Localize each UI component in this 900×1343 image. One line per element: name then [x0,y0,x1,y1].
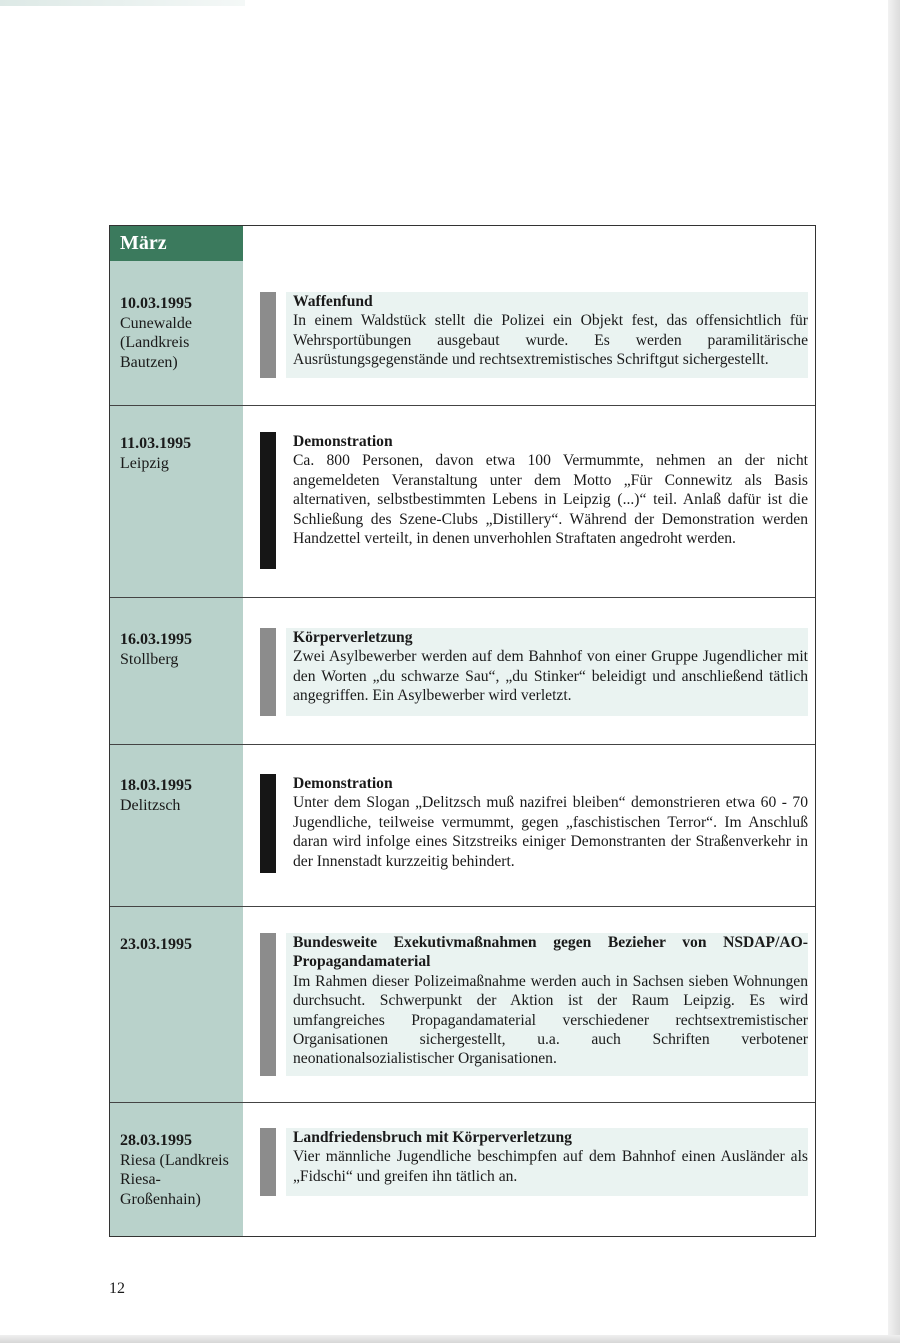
entry-title: Demonstration [293,775,393,792]
entry-date: 23.03.1995 [120,936,192,953]
entry-date-place [120,434,240,473]
entry-title: Körperverletzung [293,629,413,646]
entry [260,292,808,378]
entry [260,628,808,716]
entry-body: Zwei Asylbewerber werden auf dem Bahnhof von einer Gruppe Jugendlicher mit den Worten „du schwarze Sau“, „du Stinker“ beleidigt und anschließend tätlich angegriffen. Ein Asylbewerber wird verletzt. [293,648,808,705]
entry-date-place [120,630,240,669]
row-divider [110,906,815,907]
entry-date: 11.03.1995 [120,435,192,452]
entry-date: 16.03.1995 [120,631,192,648]
entry-marker-bar [260,774,276,873]
entry-text [293,292,808,370]
page-number: 12 [109,1280,125,1297]
entry-date-place [120,776,240,815]
date-column [110,226,243,1236]
entry-text [293,1128,808,1186]
entry [260,432,808,569]
row-divider [110,405,815,406]
entry-place: Cunewalde (Landkreis Bautzen) [120,314,192,371]
entry-body: In einem Waldstück stellt die Polizei ein Objekt fest, das offensichtlich für Wehrsportübungen ausgebaut wurde. Es werden paramilitärische Ausrüstungsgegenstände und rechtsextremistisches Schriftgut sichergestellt. [293,312,808,369]
month-header: März [110,226,243,261]
entry-marker-bar [260,628,276,716]
chronology-table [109,225,816,1237]
page-edge-shadow [0,1335,900,1343]
entry [260,1128,808,1196]
page-edge-shadow [888,0,900,1343]
entry-title: Landfriedensbruch mit Körperverletzung [293,1129,572,1146]
entry-marker-bar [260,933,276,1076]
entry-text [293,774,808,871]
entry-place: Leipzig [120,454,169,472]
entry-marker-bar [260,1128,276,1196]
entry-body: Ca. 800 Personen, davon etwa 100 Vermummte, nehmen an der nicht angemeldeten Veranstaltung unter dem Motto „Für Connewitz als Basis alternativen, selbstbestimmten Lebens in Leipzig (...)“ teil. Anlaß dafür ist die Schließung des Szene-Clubs „Distillery“. Während der Demonstration werden Handzettel verteilt, in denen unverhohlen Straftaten angedroht werden. [293,452,808,548]
entry-body: Im Rahmen dieser Polizeimaßnahme werden auch in Sachsen sieben Wohnungen durchsucht. Schwerpunkt der Aktion ist der Raum Leipzig. Es wird umfangreiches Propagandamaterial verschiedener rechtsextremistischer Organisationen sichergestellt, u.a. auch Schriften verbotener neonationalsozialistischer Organisationen. [293,972,808,1068]
entry-title: Demonstration [293,433,393,450]
entry [260,774,808,873]
row-divider [110,597,815,598]
entry-text [293,933,808,1069]
entry [260,933,808,1076]
entry-marker-bar [260,432,276,569]
entry-date: 18.03.1995 [120,777,192,794]
row-divider [110,1102,815,1103]
entry-title: Waffenfund [293,293,373,310]
entry-place: Delitzsch [120,796,181,814]
row-divider [110,744,815,745]
entry-place: Stollberg [120,650,179,668]
entry-marker-bar [260,292,276,378]
entry-date-place [120,1131,240,1209]
entry-place: Riesa (Landkreis Riesa-Großenhain) [120,1151,229,1208]
entry-date-place [120,935,240,955]
entry-text [293,432,808,548]
entry-body: Vier männliche Jugendliche beschimpfen auf dem Bahnhof einen Ausländer als „Fidschi“ und greifen ihn tätlich an. [293,1148,808,1185]
entry-title: Bundesweite Exekutivmaßnahmen gegen Bezieher von NSDAP/AO-Propagandamaterial [293,934,808,971]
entry-text [293,628,808,706]
entry-date-place [120,294,240,372]
entry-body: Unter dem Slogan „Delitzsch muß nazifrei bleiben“ demonstrieren etwa 60 - 70 Jugendliche, teilweise vermummt, gegen „faschistischen Terror“. Im Anschluß daran wird infolge eines Sitzstreiks einiger Demonstranten der Straßenverkehr in der Innenstadt kurzzeitig behindert. [293,794,808,870]
scan-artifact [0,0,245,6]
entry-date: 28.03.1995 [120,1132,192,1149]
entry-date: 10.03.1995 [120,295,192,312]
